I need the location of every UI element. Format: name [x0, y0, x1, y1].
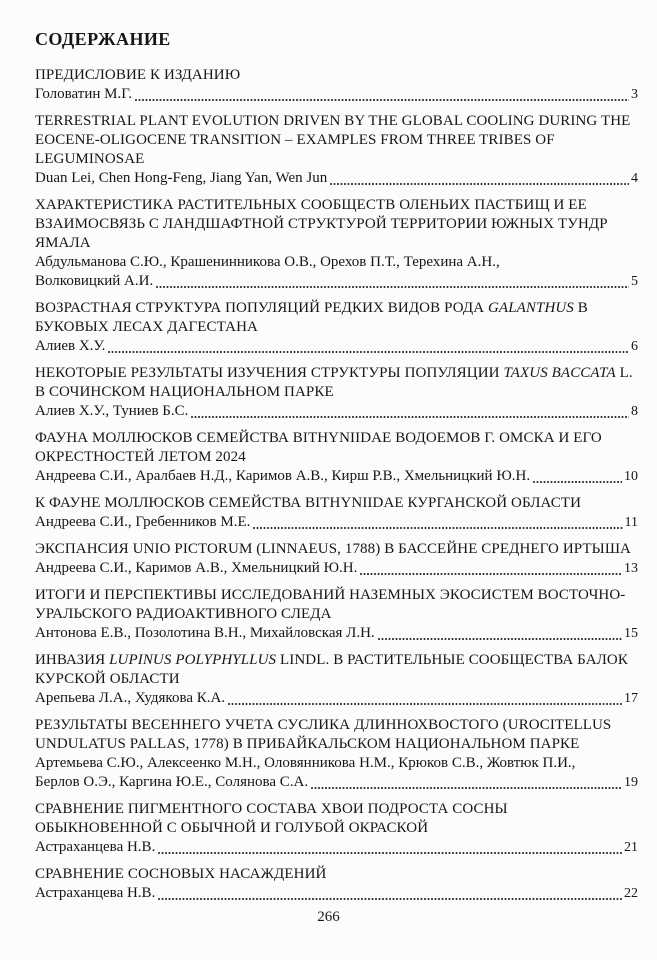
entry-title	[35, 494, 638, 513]
entry-title	[35, 800, 638, 838]
entry-title-line	[35, 150, 638, 169]
entry-title	[35, 540, 638, 559]
entry-authors: Алиев Х.У., Туниев Б.С.	[35, 403, 189, 419]
entry-title-line	[35, 819, 638, 838]
entry-title	[35, 196, 638, 253]
entry-title-line	[35, 494, 638, 513]
entry-title-segment: ОБЫКНОВЕННОЙ С ОБЫЧНОЙ И ГОЛУБОЙ ОКРАСКОЙ	[35, 820, 429, 836]
entry-title-segment: ОКРЕСТНОСТЕЙ ЛЕТОМ 2024	[35, 449, 246, 465]
entry-title-segment: ИНВАЗИЯ	[35, 652, 110, 668]
entry-authors-row	[35, 467, 638, 486]
entry-title	[35, 651, 638, 689]
entry-authors: Берлов О.Э., Каргина Ю.Е., Солянова С.А.	[35, 774, 309, 790]
entry-title-italic-segment: TAXUS BACCATA	[503, 365, 616, 381]
entry-title-segment: КУРСКОЙ ОБЛАСТИ	[35, 671, 180, 687]
entry-page-number: 22	[624, 886, 638, 901]
entry-title-italic-segment: GALANTHUS	[488, 300, 574, 316]
toc-entry	[35, 299, 638, 356]
entry-title-segment: ПРЕДИСЛОВИЕ К ИЗДАНИЮ	[35, 67, 241, 83]
entry-title	[35, 716, 638, 754]
entry-page-number: 6	[631, 339, 638, 354]
entry-authors-row	[35, 272, 638, 291]
entry-authors: Волковицкий А.И.	[35, 273, 154, 289]
entry-page-number: 3	[631, 87, 638, 102]
entry-title-segment: ВЗАИМОСВЯЗЬ С ЛАНДШАФТНОЙ СТРУКТУРОЙ ТЕРРИТОРИИ ЮЖНЫХ ТУНДР	[35, 216, 608, 232]
toc-entry	[35, 196, 638, 291]
entry-authors-row	[35, 513, 638, 532]
entry-title-segment: ХАРАКТЕРИСТИКА РАСТИТЕЛЬНЫХ СООБЩЕСТВ ОЛЕНЬИХ ПАСТБИЩ И ЕЕ	[35, 197, 587, 213]
dot-leader	[153, 272, 631, 291]
entry-title	[35, 66, 638, 85]
dot-leader	[375, 624, 624, 643]
entry-title	[35, 112, 638, 169]
entry-authors-row	[35, 85, 638, 104]
toc-entry	[35, 364, 638, 421]
entry-authors-row	[35, 884, 638, 903]
entry-title	[35, 299, 638, 337]
entry-authors: Головатин М.Г.	[35, 86, 132, 102]
entry-title-line	[35, 299, 638, 318]
entry-authors-line: Абдульманова С.Ю., Крашенинникова О.В., Орехов П.Т., Терехина А.Н.,	[35, 254, 500, 270]
entry-title-segment: СРАВНЕНИЕ ПИГМЕНТНОГО СОСТАВА ХВОИ ПОДРОСТА СОСНЫ	[35, 801, 508, 817]
entry-page-number: 8	[631, 404, 638, 419]
entry-title-segment: РЕЗУЛЬТАТЫ ВЕСЕННЕГО УЧЕТА СУСЛИКА ДЛИННОХВОСТОГО (UROCITELLUS	[35, 717, 612, 733]
entry-title-segment: УРАЛЬСКОГО РАДИОАКТИВНОГО СЛЕДА	[35, 606, 332, 622]
toc-entry	[35, 865, 638, 903]
entry-authors-row	[35, 773, 638, 792]
entry-authors: Антонова Е.В., Позолотина В.Н., Михайловская Л.Н.	[35, 625, 375, 641]
entry-authors: Алиев Х.У.	[35, 338, 106, 354]
entry-page-number: 21	[624, 840, 638, 855]
entry-authors-row	[35, 689, 638, 708]
dot-leader	[105, 337, 631, 356]
dot-leader	[188, 402, 631, 421]
entry-page-number: 17	[624, 691, 638, 706]
entry-title-line	[35, 364, 638, 383]
entry-title-line	[35, 670, 638, 689]
entry-title	[35, 364, 638, 402]
entry-authors-row	[35, 337, 638, 356]
entry-title-italic-segment: LUPINUS POLYPHYLLUS	[109, 652, 277, 668]
entry-authors: Андреева С.И., Каримов А.В., Хмельницкий Ю.Н.	[35, 560, 358, 576]
entry-title-segment: В СОЧИНСКОМ НАЦИОНАЛЬНОМ ПАРКЕ	[35, 384, 334, 400]
toc-entry	[35, 586, 638, 643]
dot-leader	[132, 85, 631, 104]
entry-title-line	[35, 196, 638, 215]
contents-heading: СОДЕРЖАНИЕ	[35, 29, 171, 49]
toc-entry	[35, 429, 638, 486]
entry-authors-line: Артемьева С.Ю., Алексеенко М.Н., Оловянникова Н.М., Крюков С.В., Жовтюк П.И.,	[35, 755, 576, 771]
entry-authors-row	[35, 838, 638, 857]
entry-authors: Арепьева Л.А., Худякова К.А.	[35, 690, 226, 706]
toc-entry	[35, 800, 638, 857]
dot-leader	[530, 467, 624, 486]
toc-entry	[35, 540, 638, 578]
entry-title	[35, 586, 638, 624]
entry-title-segment: ФАУНА МОЛЛЮСКОВ СЕМЕЙСТВА BITHYNIIDAE ВОДОЕМОВ Г. ОМСКА И ЕГО	[35, 430, 602, 446]
entry-authors: Андреева С.И., Аралбаев Н.Д., Каримов А.В., Кирш Р.В., Хмельницкий Ю.Н.	[35, 468, 531, 484]
entry-title-segment: L.	[615, 365, 633, 381]
entry-page-number: 13	[624, 561, 638, 576]
entry-title-line	[35, 234, 638, 253]
toc-entry	[35, 66, 638, 104]
entry-authors: Duan Lei, Chen Hong-Feng, Jiang Yan, Wen Jun	[35, 170, 328, 186]
entry-title	[35, 865, 638, 884]
entry-title-line	[35, 586, 638, 605]
entry-title-line	[35, 112, 638, 131]
entry-authors-row	[35, 559, 638, 578]
entry-page-number: 11	[624, 515, 638, 530]
entry-title-segment: LINDL. В РАСТИТЕЛЬНЫЕ СООБЩЕСТВА БАЛОК	[276, 652, 628, 668]
entry-authors: Андреева С.И., Гребенников М.Е.	[35, 514, 251, 530]
entry-title-line	[35, 429, 638, 448]
entry-title-segment: БУКОВЫХ ЛЕСАХ ДАГЕСТАНА	[35, 319, 258, 335]
dot-leader	[308, 773, 624, 792]
entry-title-segment: ИТОГИ И ПЕРСПЕКТИВЫ ИССЛЕДОВАНИЙ НАЗЕМНЫХ ЭКОСИСТЕМ ВОСТОЧНО-	[35, 587, 626, 603]
entry-title-line	[35, 800, 638, 819]
page-number-footer: 266	[317, 909, 340, 925]
entry-title-segment: СРАВНЕНИЕ СОСНОВЫХ НАСАЖДЕНИЙ	[35, 866, 327, 882]
entry-title-line	[35, 605, 638, 624]
entry-authors: Астраханцева Н.В.	[35, 839, 156, 855]
entry-page-number: 10	[624, 469, 638, 484]
entry-title-segment: ВОЗРАСТНАЯ СТРУКТУРА ПОПУЛЯЦИЙ РЕДКИХ ВИДОВ РОДА	[35, 300, 488, 316]
entry-title-segment: К ФАУНЕ МОЛЛЮСКОВ СЕМЕЙСТВА BITHYNIIDAE КУРГАНСКОЙ ОБЛАСТИ	[35, 495, 582, 511]
entry-title-segment: ЯМАЛА	[35, 235, 91, 251]
entry-title-segment: В	[573, 300, 588, 316]
entry-title-line	[35, 383, 638, 402]
toc-entry	[35, 651, 638, 708]
entry-title-segment: EOCENE-OLIGOCENE TRANSITION – EXAMPLES FROM THREE TRIBES OF	[35, 132, 555, 148]
entry-authors-row	[35, 402, 638, 421]
entry-title-line	[35, 131, 638, 150]
dot-leader	[357, 559, 624, 578]
table-of-contents	[35, 28, 638, 911]
entry-title-segment: TERRESTRIAL PLANT EVOLUTION DRIVEN BY THE GLOBAL COOLING DURING THE	[35, 113, 631, 129]
entry-title-line	[35, 735, 638, 754]
toc-entry	[35, 112, 638, 188]
toc-entry	[35, 494, 638, 532]
dot-leader	[327, 169, 631, 188]
entry-title	[35, 429, 638, 467]
entry-title-segment: UNDULATUS PALLAS, 1778) В ПРИБАЙКАЛЬСКОМ НАЦИОНАЛЬНОМ ПАРКЕ	[35, 736, 580, 752]
toc-entry	[35, 716, 638, 792]
entry-page-number: 15	[624, 626, 638, 641]
entry-page-number: 5	[631, 274, 638, 289]
entry-title-line	[35, 651, 638, 670]
entry-authors-row	[35, 624, 638, 643]
entry-authors-row	[35, 169, 638, 188]
entry-title-line	[35, 318, 638, 337]
entry-title-line	[35, 540, 638, 559]
toc-entry-list	[35, 66, 638, 903]
entry-title-line	[35, 66, 638, 85]
dot-leader	[155, 884, 624, 903]
dot-leader	[155, 838, 624, 857]
entry-title-line	[35, 448, 638, 467]
entry-title-line	[35, 865, 638, 884]
entry-title-segment: НЕКОТОРЫЕ РЕЗУЛЬТАТЫ ИЗУЧЕНИЯ СТРУКТУРЫ ПОПУЛЯЦИИ	[35, 365, 504, 381]
dot-leader	[225, 689, 624, 708]
entry-page-number: 4	[631, 171, 638, 186]
entry-authors: Астраханцева Н.В.	[35, 885, 156, 901]
entry-title-segment: ЭКСПАНСИЯ UNIO PICTORUM (LINNAEUS, 1788) В БАССЕЙНЕ СРЕДНЕГО ИРТЫША	[35, 541, 631, 557]
dot-leader	[250, 513, 624, 532]
entry-title-line	[35, 716, 638, 735]
entry-title-segment: LEGUMINOSAE	[35, 151, 145, 167]
entry-page-number: 19	[624, 775, 638, 790]
entry-title-line	[35, 215, 638, 234]
